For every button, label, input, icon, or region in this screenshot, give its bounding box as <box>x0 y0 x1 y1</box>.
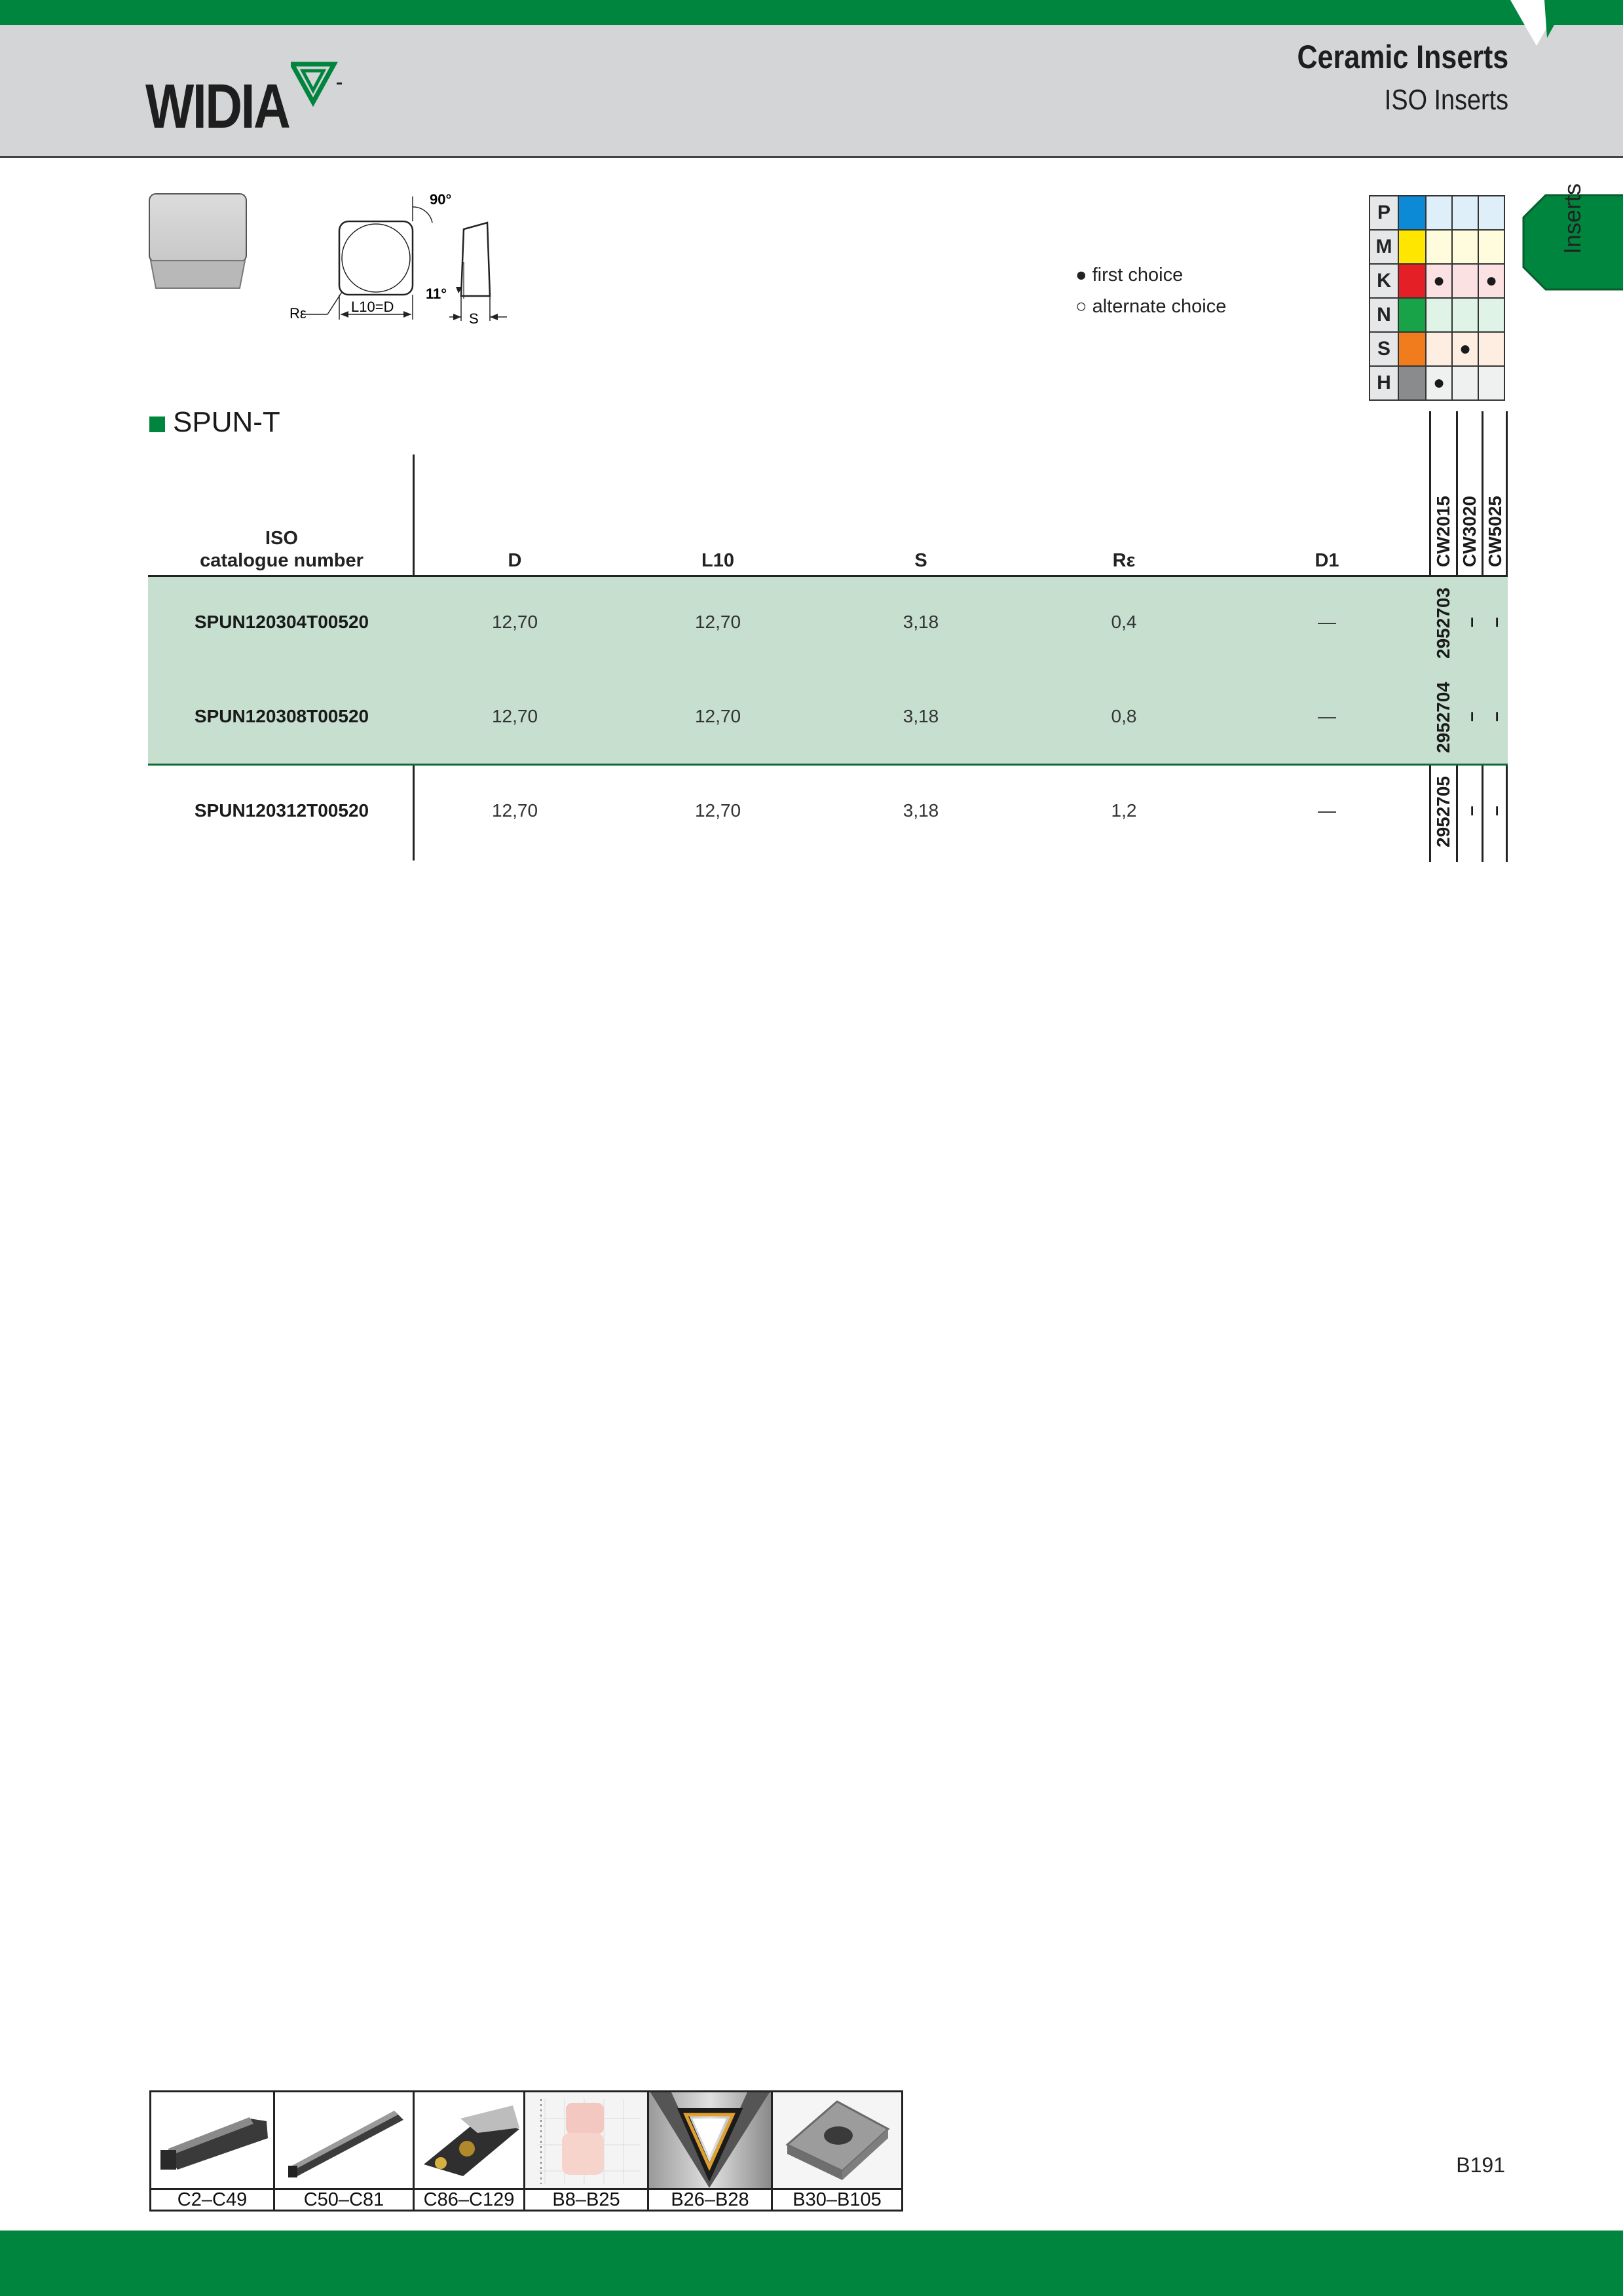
material-grade-cell <box>1452 230 1478 264</box>
square-insert-icon <box>773 2092 901 2190</box>
row-3-l10: 12,70 <box>694 800 741 821</box>
row-3-d1: — <box>1318 800 1336 821</box>
material-letter: N <box>1370 298 1398 332</box>
header-d1: D1 <box>1315 550 1339 571</box>
corner-triangle-icon <box>1510 0 1569 52</box>
catalog-subtitle: ISO Inserts <box>1384 84 1508 116</box>
material-letter: S <box>1370 332 1398 366</box>
material-row-k <box>1370 264 1504 298</box>
row-3-catalogue-number: SPUN120312T00520 <box>194 800 369 821</box>
nav-toolholders[interactable] <box>151 2092 274 2211</box>
row-1-s: 3,18 <box>903 612 939 632</box>
nav-label: C86–C129 <box>423 2189 515 2210</box>
material-letter: P <box>1370 196 1398 230</box>
nav-grades[interactable] <box>525 2092 648 2211</box>
row-1-cw2015-code: 2952703 <box>1433 587 1453 659</box>
material-color-swatch <box>1398 298 1426 332</box>
material-grade-cell <box>1452 366 1478 400</box>
header-d: D <box>508 550 522 571</box>
material-grade-cell <box>1426 196 1452 230</box>
row-2-d: 12,70 <box>491 706 538 726</box>
nav-label: C2–C49 <box>177 2189 248 2210</box>
material-grade-cell <box>1452 264 1478 298</box>
open-dot-icon: ○ <box>1075 296 1087 317</box>
boring-bar-icon <box>275 2092 413 2190</box>
band-bottom-rule <box>148 764 1508 766</box>
row-1-cw5025-code: – <box>1485 617 1506 627</box>
material-row-s <box>1370 332 1504 366</box>
row-2-s: 3,18 <box>903 706 939 726</box>
row-3-s: 3,18 <box>903 800 939 821</box>
row-1-l10: 12,70 <box>694 612 741 632</box>
row-1-re: 0,4 <box>1111 612 1137 632</box>
material-grade-cell <box>1452 298 1478 332</box>
material-row-h <box>1370 366 1504 400</box>
svg-text:11°: 11° <box>426 286 447 302</box>
grade-header-cw2015: CW2015 <box>1433 496 1453 567</box>
row-3-cw5025-code: – <box>1485 805 1506 816</box>
material-letter: H <box>1370 366 1398 400</box>
material-group-matrix <box>1369 195 1505 401</box>
toolholder-icon <box>151 2092 273 2190</box>
material-letter: K <box>1370 264 1398 298</box>
nav-label: B26–B28 <box>671 2189 749 2210</box>
catalog-title: Ceramic Inserts <box>1297 39 1508 75</box>
row-2-cw2015-code: 2952704 <box>1433 681 1453 753</box>
material-color-swatch <box>1398 332 1426 366</box>
material-row-p <box>1370 196 1504 230</box>
material-grade-cell <box>1452 196 1478 230</box>
material-grade-cell <box>1478 298 1504 332</box>
header-re: Rε <box>1112 550 1136 571</box>
legend-first-choice <box>1075 265 1183 286</box>
material-letter: M <box>1370 230 1398 264</box>
row-2-l10: 12,70 <box>694 706 741 726</box>
material-grade-cell <box>1478 196 1504 230</box>
row-2-re: 0,8 <box>1111 706 1137 726</box>
row-3-cw3020-code: – <box>1461 805 1481 816</box>
grade-chart-icon <box>525 2092 647 2190</box>
triangle-insert-icon <box>649 2092 771 2190</box>
nav-boring-bars[interactable] <box>274 2092 414 2211</box>
svg-text:L10=D: L10=D <box>351 299 394 315</box>
legend-alternate-choice <box>1075 296 1226 318</box>
page-number: B191 <box>1456 2153 1505 2177</box>
bottom-green-bar <box>0 2231 1623 2296</box>
top-green-bar <box>0 0 1623 25</box>
brand-logo-text: WIDIA <box>145 71 289 141</box>
material-color-swatch <box>1398 196 1426 230</box>
material-grade-cell: ● <box>1426 366 1452 400</box>
widia-logo-icon <box>291 62 343 107</box>
nav-label: C50–C81 <box>303 2189 384 2210</box>
side-tab-label: Inserts <box>1559 183 1586 255</box>
header-catalogue-number: catalogue number <box>200 550 364 571</box>
material-grade-cell: ● <box>1426 264 1452 298</box>
highlight-band <box>148 577 1508 766</box>
svg-text:90°: 90° <box>430 191 452 208</box>
header-iso: ISO <box>265 528 298 549</box>
material-grade-cell <box>1478 230 1504 264</box>
insert-photo <box>148 193 248 291</box>
material-grade-cell <box>1426 298 1452 332</box>
row-2-catalogue-number: SPUN120308T00520 <box>194 706 369 726</box>
material-grade-cell <box>1426 332 1452 366</box>
row-3-cw2015-code: 2952705 <box>1433 775 1453 847</box>
grade-header-cw3020: CW3020 <box>1459 496 1480 567</box>
nav-label: B8–B25 <box>552 2189 620 2210</box>
section-bullet <box>149 417 165 432</box>
row-1-catalogue-number: SPUN120304T00520 <box>194 612 369 632</box>
row-2-cw5025-code: – <box>1485 711 1506 722</box>
footer-navigation <box>149 2090 903 2212</box>
row-2-d1: — <box>1318 706 1336 726</box>
nav-label: B30–B105 <box>793 2189 882 2210</box>
header-l10: L10 <box>701 550 734 571</box>
section-title: SPUN-T <box>173 406 280 438</box>
nav-cartridges[interactable] <box>414 2092 525 2211</box>
insert-dimension-drawing <box>278 183 540 334</box>
material-color-swatch <box>1398 366 1426 400</box>
grade-header-cw5025: CW5025 <box>1485 496 1505 567</box>
svg-text:Rε: Rε <box>289 305 307 322</box>
header-s: S <box>914 550 927 571</box>
row-1-d1: — <box>1318 612 1336 632</box>
row-3-re: 1,2 <box>1111 800 1137 821</box>
nav-insert-id[interactable] <box>648 2092 772 2211</box>
material-grade-cell: ● <box>1452 332 1478 366</box>
legend-first-text: first choice <box>1092 265 1184 286</box>
material-grade-cell <box>1478 332 1504 366</box>
material-row-n <box>1370 298 1504 332</box>
row-1-cw3020-code: – <box>1461 617 1481 627</box>
material-grade-cell <box>1426 230 1452 264</box>
row-3-d: 12,70 <box>491 800 538 821</box>
row-1-d: 12,70 <box>491 612 538 632</box>
row-2-cw3020-code: – <box>1461 711 1481 722</box>
material-color-swatch <box>1398 230 1426 264</box>
svg-text:S: S <box>469 310 479 327</box>
cartridge-icon <box>415 2092 523 2190</box>
material-grade-cell: ● <box>1478 264 1504 298</box>
material-row-m <box>1370 230 1504 264</box>
nav-inserts[interactable] <box>772 2092 903 2211</box>
material-grade-cell <box>1478 366 1504 400</box>
material-color-swatch <box>1398 264 1426 298</box>
filled-dot-icon: ● <box>1075 265 1087 286</box>
legend-alternate-text: alternate choice <box>1092 296 1227 317</box>
